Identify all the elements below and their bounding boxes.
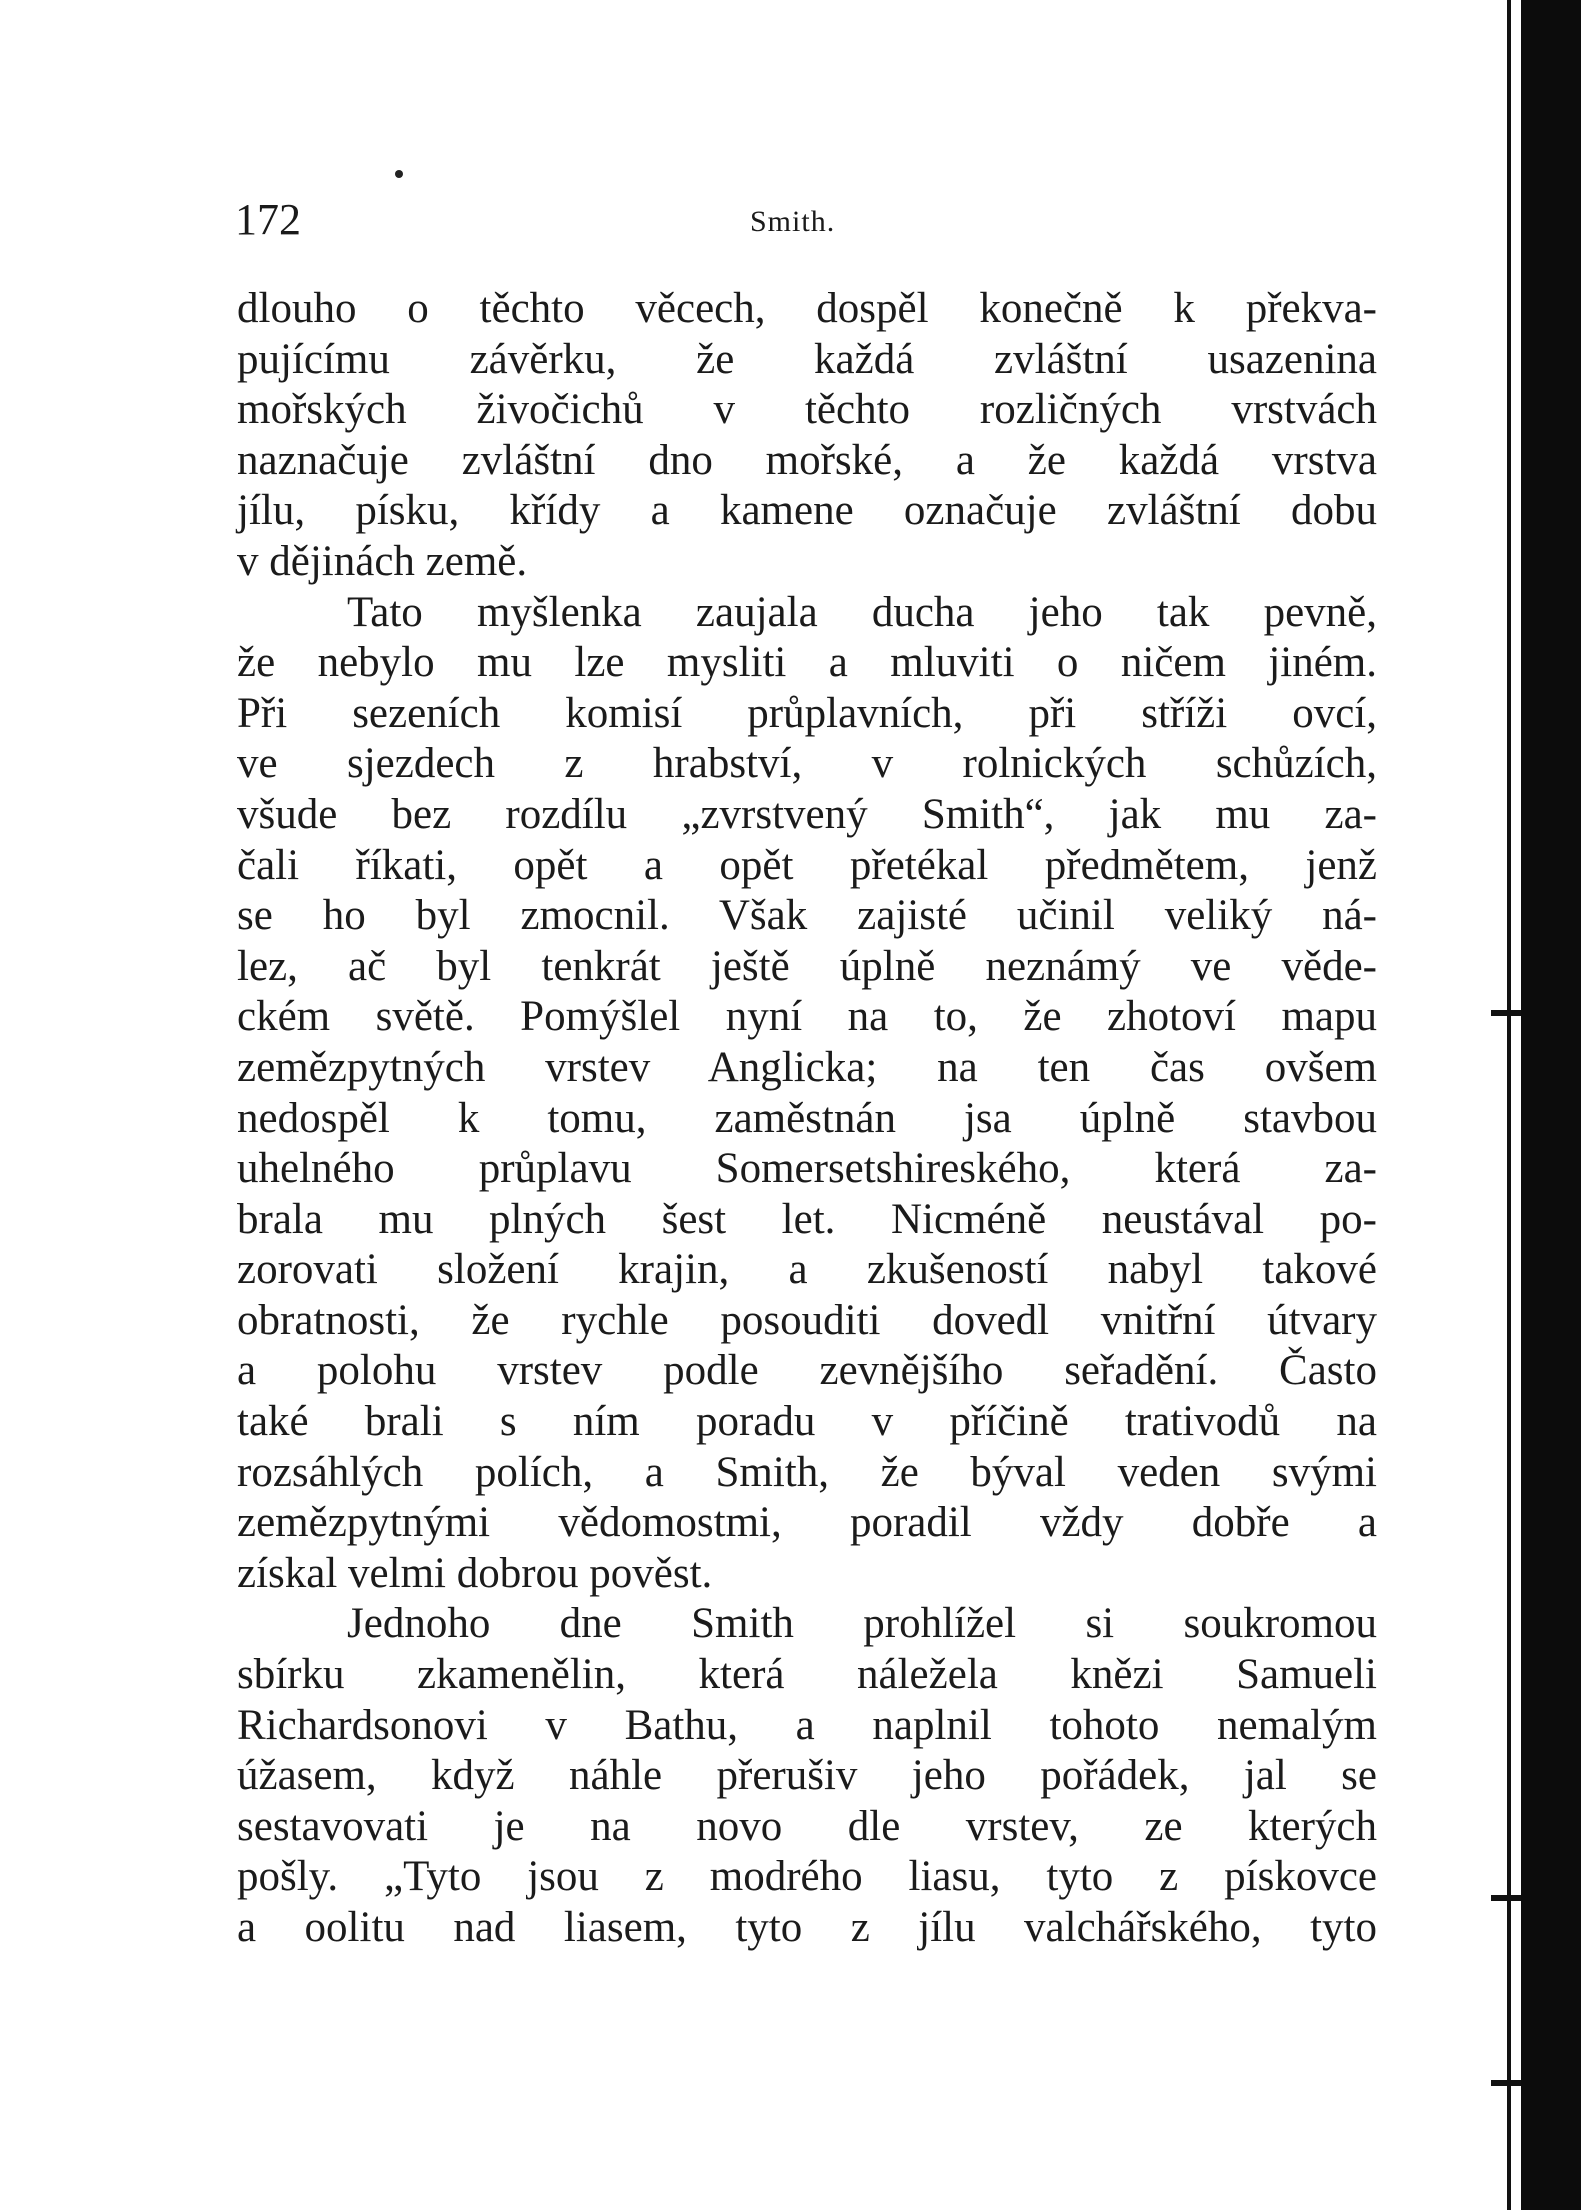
text-line: ve sjezdech z hrabství, v rolnických schůzích, (237, 740, 1377, 788)
text-line: pošly. „Tyto jsou z modrého liasu, tyto z pískovce (237, 1853, 1377, 1901)
text-line: sestavovati je na novo dle vrstev, ze kterých (237, 1802, 1377, 1850)
text-line: a polohu vrstev podle zevnějšího seřadění. Často (237, 1347, 1377, 1395)
text-line: Jednoho dne Smith prohlížel si soukromou (347, 1600, 1377, 1648)
text-line: dlouho o těchto věcech, dospěl konečně k překva- (237, 285, 1377, 332)
text-line: zemězpytných vrstev Anglicka; na ten čas ovšem (237, 1043, 1377, 1091)
text-line: obratnosti, že rychle posouditi dovedl vnitřní útvary (237, 1296, 1377, 1344)
page-header (235, 190, 1375, 250)
text-line: čali říkati, opět a opět přetékal předmětem, jenž (237, 841, 1377, 889)
text-line: Richardsonovi v Bathu, a naplnil tohoto nemalým (237, 1701, 1377, 1749)
text-line: rozsáhlých polích, a Smith, že býval veden svými (237, 1448, 1377, 1496)
binding-mark (1491, 1010, 1521, 1016)
text-line: lez, ač byl tenkrát ještě úplně neznámý ve věde- (237, 942, 1377, 990)
text-line: jílu, písku, křídy a kamene označuje zvláštní dobu (237, 487, 1377, 535)
text-line: ckém světě. Pomýšlel nyní na to, že zhotoví mapu (237, 993, 1377, 1041)
text-line: všude bez rozdílu „zvrstvený Smith“, jak mu za- (237, 790, 1377, 838)
text-line: sbírku zkamenělin, která náležela knězi Samueli (237, 1651, 1377, 1699)
text-line: naznačuje zvláštní dno mořské, a že každá vrstva (237, 436, 1377, 484)
binding-mark (1491, 2080, 1521, 2086)
text-line: brala mu plných šest let. Nicméně neustával po- (237, 1195, 1377, 1243)
text-line: že nebylo mu lze mysliti a mluviti o ničem jiném. (237, 639, 1377, 687)
body-text (237, 284, 1377, 1954)
text-line: pujícímu závěrku, že každá zvláštní usazenina (237, 335, 1377, 383)
text-line: zorovati složení krajin, a zkušeností nabyl takové (237, 1246, 1377, 1294)
text-line: úžasem, když náhle přerušiv jeho pořádek, jal se (237, 1752, 1377, 1800)
text-line: nedospěl k tomu, zaměstnán jsa úplně stavbou (237, 1094, 1377, 1142)
text-line: uhelného průplavu Somersetshireského, která za- (237, 1145, 1377, 1193)
page-number: 172 (235, 195, 301, 244)
text-line: mořských živočichů v těchto rozličných vrstvách (237, 386, 1377, 434)
text-line: také brali s ním poradu v příčině trativodů na (237, 1398, 1377, 1446)
text-line: zemězpytnými vědomostmi, poradil vždy dobře a (237, 1499, 1377, 1547)
text-line: Tato myšlenka zaujala ducha jeho tak pevně, (347, 588, 1377, 636)
running-head: Smith. (750, 205, 836, 238)
text-line: Při sezeních komisí průplavních, při stříži ovcí, (237, 689, 1377, 737)
text-line: v dějinách země. (237, 537, 528, 585)
page-margin-strip (1507, 0, 1521, 2210)
binding-mark (1491, 1895, 1521, 1901)
text-line: získal velmi dobrou pověst. (237, 1549, 713, 1597)
text-line: a oolitu nad liasem, tyto z jílu valchářského, tyto (237, 1904, 1377, 1951)
text-line: se ho byl zmocnil. Však zajisté učinil veliký ná- (237, 892, 1377, 940)
ink-speck (395, 170, 403, 178)
